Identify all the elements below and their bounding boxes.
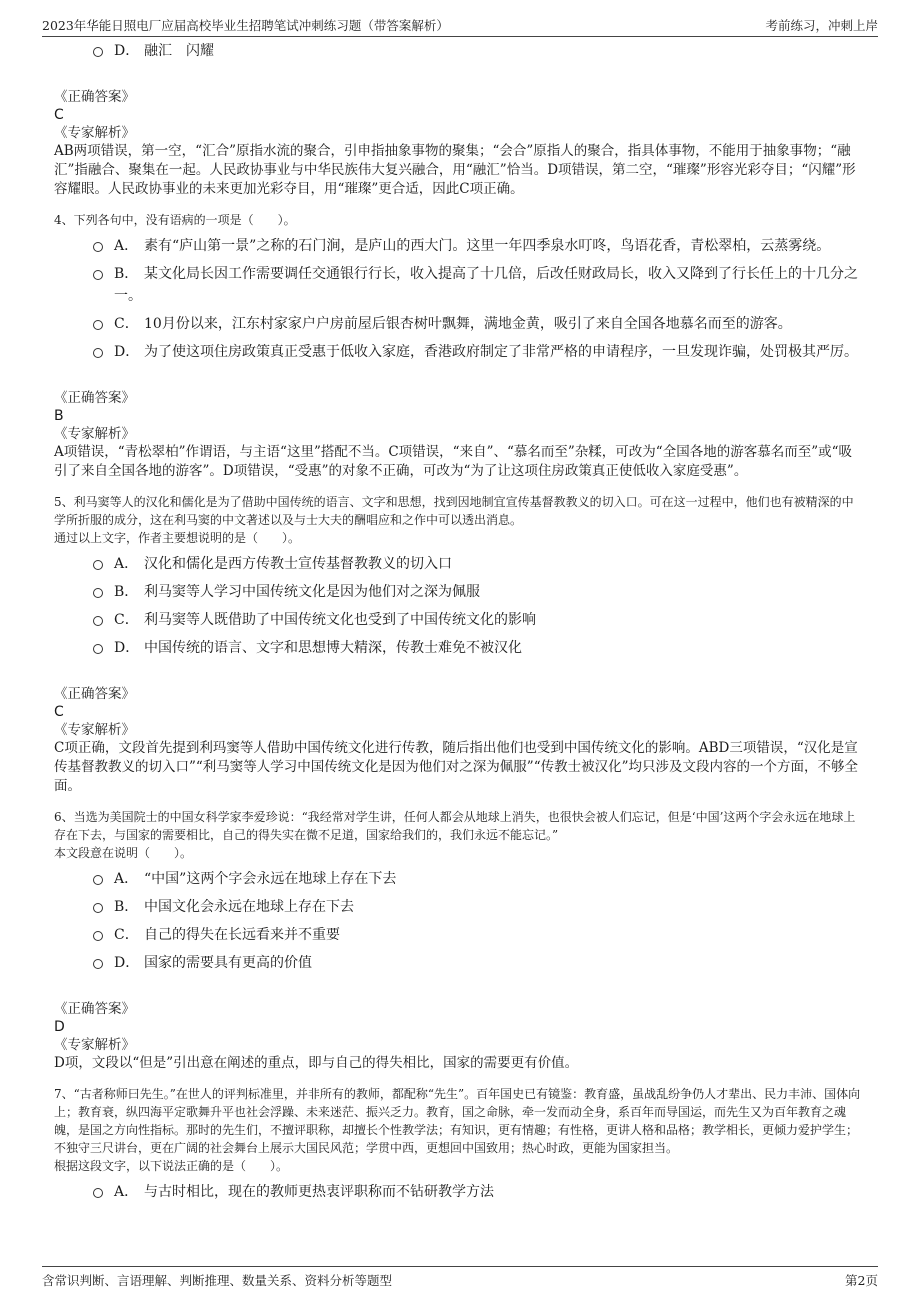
radio-icon[interactable]	[93, 875, 103, 885]
radio-icon[interactable]	[93, 320, 103, 330]
option-letter: C．	[114, 316, 139, 332]
radio-icon[interactable]	[93, 560, 103, 570]
q5-option-d[interactable]	[54, 637, 864, 659]
option-letter: A．	[114, 556, 139, 572]
analysis-text: A项错误，“青松翠柏”作谓语，与主语“这里”搭配不当。C项错误，“来自”、“慕名而至”杂糅，可改为“全国各地的游客慕名而至”或“吸引了来自全国各地的游客”。D项错误，“受惠”的对象不正确，可改为“为了让这项住房政策真正使低收入家庭受惠”。	[54, 444, 852, 479]
radio-icon[interactable]	[93, 47, 103, 57]
option-letter: B．	[114, 584, 139, 600]
radio-icon[interactable]	[93, 616, 103, 626]
radio-icon[interactable]	[93, 348, 103, 358]
option-letter: B．	[114, 266, 139, 282]
radio-icon[interactable]	[93, 242, 103, 252]
radio-icon[interactable]	[93, 270, 103, 280]
option-letter: C．	[114, 927, 139, 943]
option-text: 自己的得失在长远看来并不重要	[144, 927, 340, 943]
option-text: 融汇 闪耀	[144, 43, 214, 59]
q3-option-d[interactable]	[54, 40, 864, 62]
question-prompt: 通过以上文字，作者主要想说明的是（ ）。	[54, 531, 301, 545]
question-stem: 7、“古者称师曰先生。”在世人的评判标准里，并非所有的教师，都配称“先生”。百年国史已有镜鉴：教育盛，虽战乱纷争仍人才辈出、民力丰沛、国体向上；教育衰，纵四海平定歌舞升平也社会浮躁、未来迷茫、振兴乏力。教育，国之命脉，牵一发而动全身，系百年而导国运，而先生又为百年教育之魂魄，是国之方向性指标。那时的先生们，不擅评职称，却擅长个性教学法；有知识，更有情趣；有性格，更讲人格和品格；教学相长，更倾力爱护学生；不独守三尺讲台，更在广阔的社会舞台上展示大国民风范；学贯中西，更想回中国致用；热心时政，更能为国家担当。	[54, 1087, 861, 1155]
q7-option-a[interactable]	[54, 1181, 864, 1203]
q6-option-a[interactable]	[54, 868, 864, 890]
q5-option-a[interactable]	[54, 553, 864, 575]
question-stem: 4、下列各句中，没有语病的一项是（ ）。	[54, 213, 296, 227]
option-text: 利马窦等人学习中国传统文化是因为他们对之深为佩服	[144, 584, 480, 600]
radio-icon[interactable]	[93, 1188, 103, 1198]
q4-option-c[interactable]	[54, 313, 864, 335]
option-letter: D．	[114, 344, 140, 360]
page-number: 第2页	[845, 1273, 878, 1288]
answer-value: B	[54, 408, 64, 424]
answer-label: 《正确答案》	[54, 1001, 135, 1017]
answer-label: 《正确答案》	[54, 686, 135, 702]
radio-icon[interactable]	[93, 931, 103, 941]
option-text: 与古时相比，现在的教师更热衷评职称而不钻研教学方法	[144, 1184, 494, 1200]
analysis-label: 《专家解析》	[54, 722, 135, 738]
q6-option-d[interactable]	[54, 952, 864, 974]
option-letter: D．	[114, 955, 140, 971]
analysis-text: C项正确，文段首先提到利玛窦等人借助中国传统文化进行传教，随后指出他们也受到中国传统文化的影响。ABD三项错误，“汉化是宣传基督教教义的切入口”“利马窦等人学习中国传统文化是因为他们对之深为佩服”“传教士被汉化”均只涉及文段内容的一个方面，不够全面。	[54, 740, 859, 794]
q5-option-c[interactable]	[54, 609, 864, 631]
analysis-label: 《专家解析》	[54, 125, 135, 141]
question-prompt: 本文段意在说明（ ）。	[54, 846, 193, 860]
radio-icon[interactable]	[93, 588, 103, 598]
answer-value: C	[54, 107, 64, 123]
option-text: 利马窦等人既借助了中国传统文化也受到了中国传统文化的影响	[144, 612, 536, 628]
q4-option-b[interactable]	[54, 263, 864, 307]
page-content	[54, 40, 864, 1209]
q6-option-c[interactable]	[54, 924, 864, 946]
option-letter: A．	[114, 1184, 139, 1200]
option-text: 汉化和儒化是西方传教士宣传基督教教义的切入口	[144, 556, 452, 572]
option-text: 中国文化会永远在地球上存在下去	[144, 899, 354, 915]
answer-label: 《正确答案》	[54, 390, 135, 406]
q4-option-a[interactable]	[54, 235, 864, 257]
analysis-label: 《专家解析》	[54, 1037, 135, 1053]
option-text: “中国”这两个字会永远在地球上存在下去	[144, 871, 397, 887]
option-text: 为了使这项住房政策真正受惠于低收入家庭，香港政府制定了非常严格的申请程序，一旦发现诈骗，处罚极其严厉。	[144, 344, 858, 360]
question-prompt: 根据这段文字，以下说法正确的是（ ）。	[54, 1159, 289, 1173]
analysis-text: AB两项错误，第一空，“汇合”原指水流的聚合，引申指抽象事物的聚集；“会合”原指人的聚合，指具体事物，不能用于抽象事物；“融汇”指融合、聚集在一起。人民政协事业与中华民族伟大复兴融合，用“融汇”恰当。D项错误，第二空，“璀璨”形容光彩夺目；“闪耀”形容耀眼。人民政协事业的未来更加光彩夺目，用“璀璨”更合适，因此C项正确。	[54, 143, 856, 197]
radio-icon[interactable]	[93, 644, 103, 654]
q5-option-b[interactable]	[54, 581, 864, 603]
answer-value: D	[54, 1019, 65, 1035]
radio-icon[interactable]	[93, 903, 103, 913]
option-letter: D．	[114, 640, 140, 656]
document-title: 2023年华能日照电厂应届高校毕业生招聘笔试冲刺练习题（带答案解析）	[42, 18, 449, 33]
page-footer	[42, 1266, 878, 1293]
option-letter: A．	[114, 871, 139, 887]
option-letter: D．	[114, 43, 140, 59]
option-letter: A．	[114, 238, 139, 254]
option-text: 中国传统的语言、文字和思想博大精深，传教士难免不被汉化	[144, 640, 522, 656]
answer-value: C	[54, 704, 64, 720]
analysis-text: D项，文段以“但是”引出意在阐述的重点，即与自己的得失相比，国家的需要更有价值。	[54, 1055, 579, 1071]
header-slogan: 考前练习，冲刺上岸	[765, 18, 878, 33]
option-text: 某文化局长因工作需要调任交通银行行长，收入提高了十几倍，后改任财政局长，收入又降到了行长任上的十几分之一。	[114, 266, 858, 304]
page-header	[42, 12, 878, 37]
option-text: 10月份以来，江东村家家户户房前屋后银杏树叶飘舞，满地金黄，吸引了来自全国各地慕名而至的游客。	[144, 316, 792, 332]
radio-icon[interactable]	[93, 959, 103, 969]
analysis-label: 《专家解析》	[54, 426, 135, 442]
option-text: 国家的需要具有更高的价值	[144, 955, 312, 971]
option-text: 素有“庐山第一景”之称的石门涧，是庐山的西大门。这里一年四季泉水叮咚，鸟语花香，青松翠柏，云蒸雾绕。	[144, 238, 831, 254]
question-stem: 6、当选为美国院士的中国女科学家李爱珍说：“我经常对学生讲，任何人都会从地球上消失，也很快会被人们忘记，但是‘中国’这两个字会永远在地球上存在下去，与国家的需要相比，自己的得失实在微不足道，国家给我们的，我们永远不能忘记。”	[54, 810, 856, 842]
q4-option-d[interactable]	[54, 341, 864, 363]
option-letter: C．	[114, 612, 139, 628]
footer-topics: 含常识判断、言语理解、判断推理、数量关系、资料分析等题型	[42, 1273, 393, 1288]
q6-option-b[interactable]	[54, 896, 864, 918]
answer-label: 《正确答案》	[54, 89, 135, 105]
question-stem: 5、利马窦等人的汉化和儒化是为了借助中国传统的语言、文字和思想，找到因地制宜宣传基督教教义的切入口。可在这一过程中，他们也有被精深的中学所折服的成分，这在利马窦的中文著述以及与士大夫的酬唱应和之作中可以透出消息。	[54, 495, 854, 527]
option-letter: B．	[114, 899, 139, 915]
